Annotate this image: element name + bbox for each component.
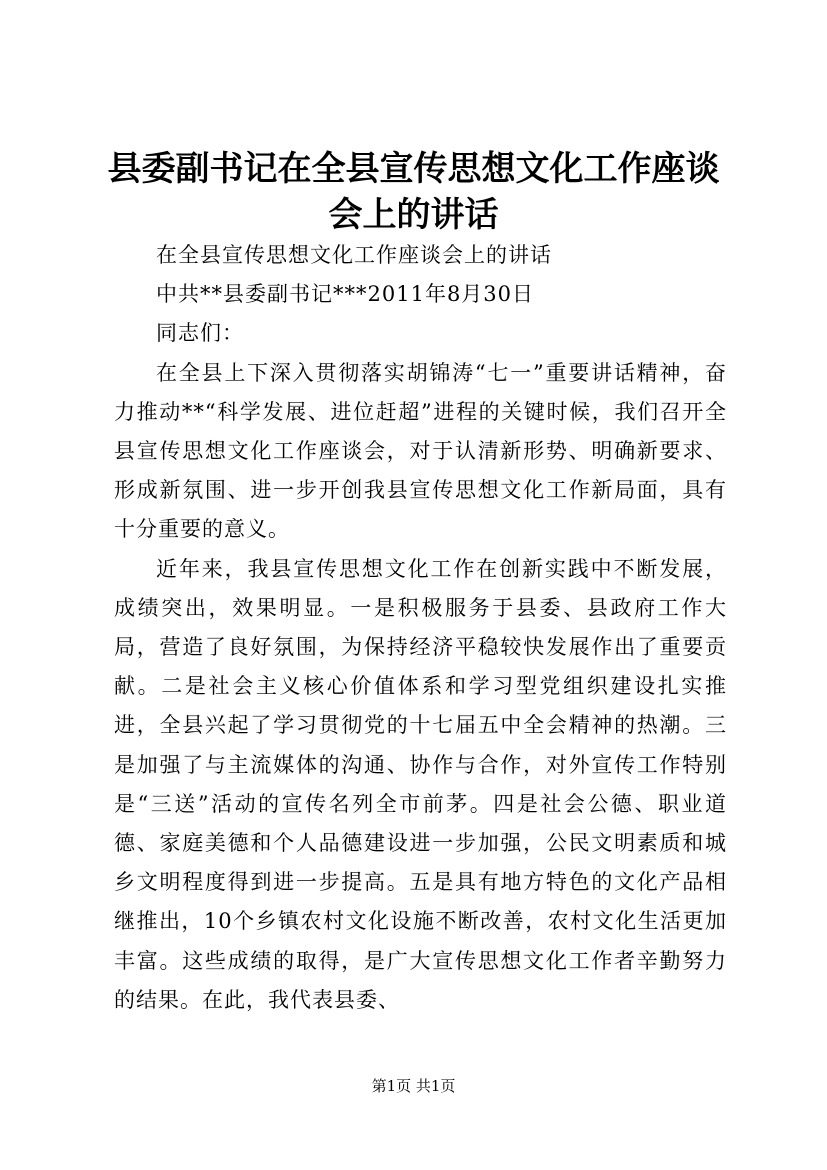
body-paragraph: 在全县上下深入贯彻落实胡锦涛“七一”重要讲话精神，奋力推动**“科学发展、进位赶超”进程的关键时候，我们召开全县宣传思想文化工作座谈会，对于认清新形势、明确新要求、形成新氛围、进一步开创我县宣传思想文化工作新局面，具有十分重要的意义。 bbox=[114, 360, 727, 542]
salutation: 同志们： bbox=[156, 321, 244, 346]
document-title: 县委副书记在全县宣传思想文化工作座谈会上的讲话 bbox=[107, 149, 720, 235]
document-body bbox=[114, 236, 727, 1020]
page-footer: 第1页 共1页 bbox=[371, 1077, 456, 1095]
body-paragraph: 近年来，我县宣传思想文化工作在创新实践中不断发展，成绩突出，效果明显。一是积极服务于县委、县政府工作大局，营造了良好氛围，为保持经济平稳较快发展作出了重要贡献。二是社会主义核心价值体系和学习型党组织建设扎实推进，全县兴起了学习贯彻党的十七届五中全会精神的热潮。三是加强了与主流媒体的沟通、协作与合作，对外宣传工作特别是“三送”活动的宣传名列全市前茅。四是社会公德、职业道德、家庭美德和个人品德建设进一步加强，公民文明素质和城乡文明程度得到进一步提高。五是具有地方特色的文化产品相继推出，10个乡镇农村文化设施不断改善，农村文化生活更加丰富。这些成绩的取得，是广大宣传思想文化工作者辛勤努力的结果。在此，我代表县委、 bbox=[114, 556, 727, 1012]
byline: 中共**县委副书记***2011年8月30日 bbox=[156, 282, 535, 307]
subtitle-line: 在全县宣传思想文化工作座谈会上的讲话 bbox=[156, 243, 552, 267]
